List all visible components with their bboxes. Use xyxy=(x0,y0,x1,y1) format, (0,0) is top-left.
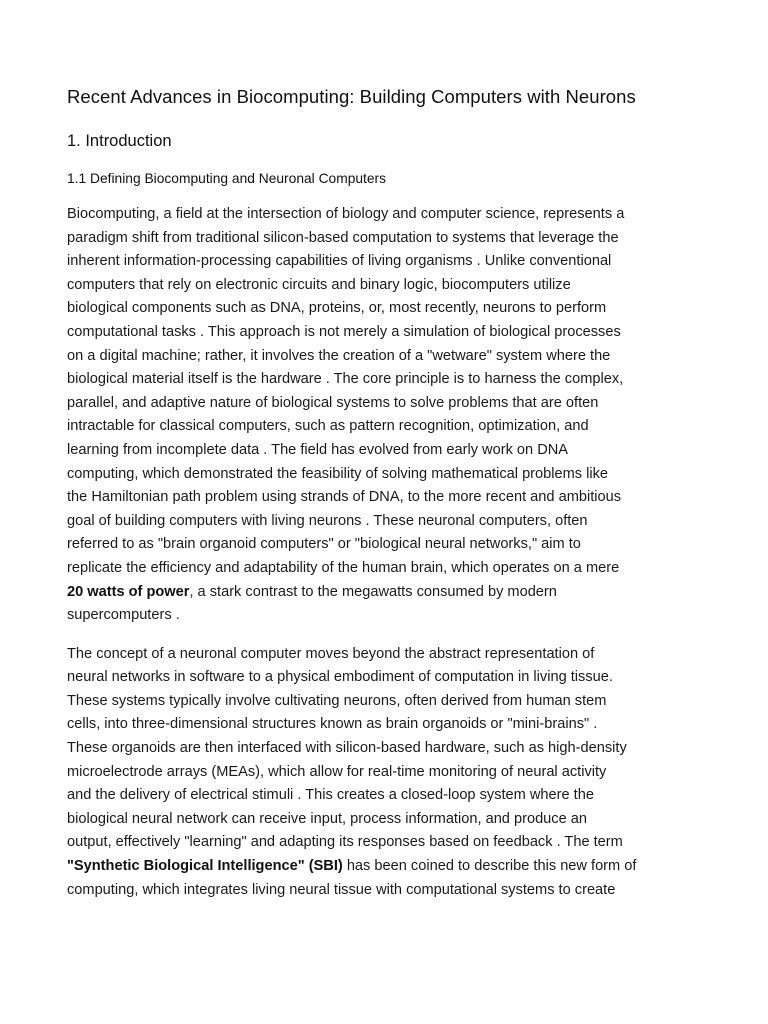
section-heading-introduction: 1. Introduction xyxy=(67,132,172,150)
paragraph-line: inherent information-processing capabilities of living organisms . Unlike conventional xyxy=(67,253,612,270)
paragraph-neuronal-computer-concept xyxy=(67,643,707,903)
paragraph-line: biological neural network can receive input, process information, and produce an xyxy=(67,810,588,827)
paragraph-line: The concept of a neuronal computer moves beyond the abstract representation of xyxy=(67,645,595,662)
bold-emphasis-sbi: "Synthetic Biological Intelligence" (SBI) xyxy=(67,858,343,875)
paragraph-line: These organoids are then interfaced with silicon-based hardware, such as high-density xyxy=(67,740,627,757)
paragraph-line-continuation: has been coined to describe this new form of xyxy=(342,858,637,875)
document-title: Recent Advances in Biocomputing: Building Computers with Neurons xyxy=(67,86,636,107)
paragraph-line: microelectrode arrays (MEAs), which allow for real-time monitoring of neural activity xyxy=(67,763,607,780)
paragraph-line: and the delivery of electrical stimuli . This creates a closed-loop system where the xyxy=(67,787,594,804)
paragraph-line: paradigm shift from traditional silicon-based computation to systems that leverage the xyxy=(67,229,619,246)
paragraph-line: on a digital machine; rather, it involves the creation of a "wetware" system where the xyxy=(67,347,611,364)
paragraph-line: Biocomputing, a field at the intersection of biology and computer science, represents a xyxy=(67,206,625,222)
paragraph-line: biological material itself is the hardware . The core principle is to harness the complex, xyxy=(67,371,624,388)
paragraph-line-continuation: , a stark contrast to the megawatts consumed by modern xyxy=(189,583,557,600)
paragraph-line: These systems typically involve cultivating neurons, often derived from human stem xyxy=(67,692,607,709)
paragraph-line: computing, which demonstrated the feasibility of solving mathematical problems like xyxy=(67,465,609,482)
paragraph-line: computers that rely on electronic circuits and binary logic, biocomputers utilize xyxy=(67,276,571,293)
paragraph-line: biological components such as DNA, proteins, or, most recently, neurons to perform xyxy=(67,300,607,317)
paragraph-line: cells, into three-dimensional structures known as brain organoids or "mini-brains" . xyxy=(67,716,598,733)
paragraph-line: supercomputers . xyxy=(67,607,180,624)
paragraph-line: output, effectively "learning" and adapting its responses based on feedback . The term xyxy=(67,834,623,851)
document-page xyxy=(67,82,707,917)
paragraph-line: neural networks in software to a physical embodiment of computation in living tissue. xyxy=(67,669,613,686)
paragraph-line: learning from incomplete data . The field has evolved from early work on DNA xyxy=(67,441,569,458)
paragraph-line: computational tasks . This approach is not merely a simulation of biological processes xyxy=(67,323,621,340)
subsection-heading-definitions: 1.1 Defining Biocomputing and Neuronal Computers xyxy=(67,171,387,186)
paragraph-line: referred to as "brain organoid computers" or "biological neural networks," aim to xyxy=(67,536,581,553)
bold-emphasis-power: 20 watts of power xyxy=(67,583,190,600)
paragraph-line: goal of building computers with living neurons . These neuronal computers, often xyxy=(67,512,588,529)
paragraph-line: intractable for classical computers, such as pattern recognition, optimization, and xyxy=(67,418,589,435)
paragraph-line: the Hamiltonian path problem using strands of DNA, to the more recent and ambitious xyxy=(67,489,622,506)
paragraph-line: parallel, and adaptive nature of biological systems to solve problems that are often xyxy=(67,394,599,411)
paragraph-line: replicate the efficiency and adaptability of the human brain, which operates on a mere xyxy=(67,559,620,576)
paragraph-line xyxy=(67,581,707,605)
paragraph-biocomputing-definition xyxy=(67,203,707,628)
paragraph-line xyxy=(67,855,707,879)
paragraph-line: computing, which integrates living neural tissue with computational systems to create xyxy=(67,881,616,898)
